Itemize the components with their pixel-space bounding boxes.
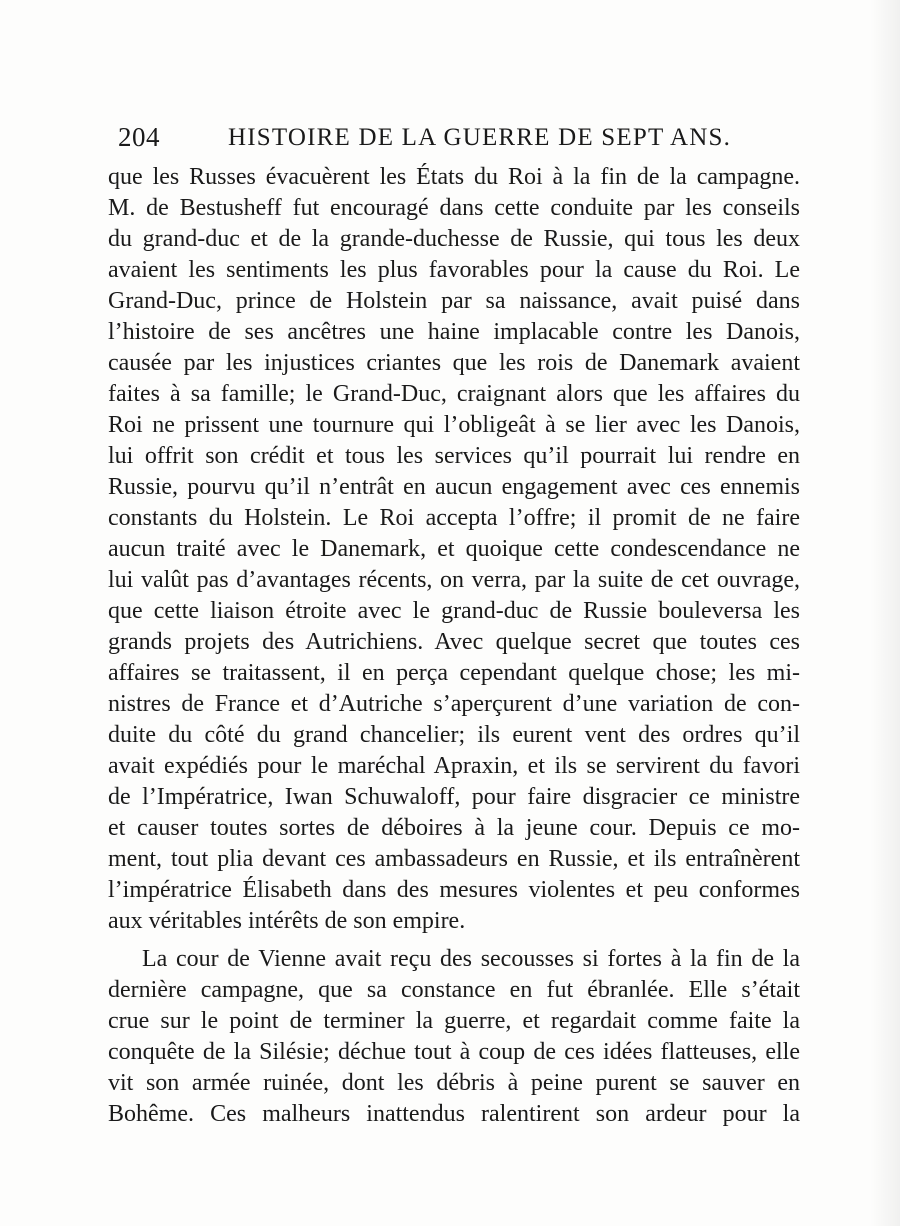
text-line: avaient les sentiments les plus favorables pour la cause du Roi. Le bbox=[108, 257, 800, 283]
text-line: conquête de la Silésie; déchue tout à coup de ces idées flatteuses, elle bbox=[108, 1039, 800, 1065]
text-line: duite du côté du grand chancelier; ils eurent vent des ordres qu’il bbox=[108, 722, 800, 748]
text-line: ment, tout plia devant ces ambassadeurs en Russie, et ils entraînèrent bbox=[108, 846, 800, 872]
paragraph-2 bbox=[108, 944, 800, 1130]
text-line: vit son armée ruinée, dont les débris à peine purent se sauver en bbox=[108, 1070, 800, 1096]
text-line: aux véritables intérêts de son empire. bbox=[108, 908, 466, 934]
paragraph-1 bbox=[108, 162, 800, 937]
text-line: affaires se traitassent, il en perça cependant quelque chose; les mi- bbox=[108, 660, 800, 686]
text-line: que cette liaison étroite avec le grand-duc de Russie bouleversa les bbox=[108, 598, 800, 624]
text-line: l’impératrice Élisabeth dans des mesures violentes et peu conformes bbox=[108, 877, 800, 903]
text-line: crue sur le point de terminer la guerre, et regardait comme faite la bbox=[108, 1008, 800, 1034]
body-text bbox=[108, 162, 800, 1130]
text-line: de l’Impératrice, Iwan Schuwaloff, pour faire disgracier ce ministre bbox=[108, 784, 800, 810]
text-line: causée par les injustices criantes que les rois de Danemark avaient bbox=[108, 350, 800, 376]
running-title: HISTOIRE DE LA GUERRE DE SEPT ANS. bbox=[228, 124, 732, 151]
text-line: constants du Holstein. Le Roi accepta l’offre; il promit de ne faire bbox=[108, 505, 800, 531]
text-line: aucun traité avec le Danemark, et quoique cette condescendance ne bbox=[108, 536, 800, 562]
text-line: Bohême. Ces malheurs inattendus ralentirent son ardeur pour la bbox=[108, 1101, 800, 1127]
text-line: faites à sa famille; le Grand-Duc, craignant alors que les affaires du bbox=[108, 381, 800, 407]
text-line: avait expédiés pour le maréchal Apraxin, et ils se servirent du favori bbox=[108, 753, 800, 779]
text-line: lui offrit son crédit et tous les services qu’il pourrait lui rendre en bbox=[108, 443, 800, 469]
text-line: nistres de France et d’Autriche s’aperçurent d’une variation de con- bbox=[108, 691, 800, 717]
text-line: Grand-Duc, prince de Holstein par sa naissance, avait puisé dans bbox=[108, 288, 800, 314]
text-line: M. de Bestusheff fut encouragé dans cette conduite par les conseils bbox=[108, 195, 800, 221]
text-line: et causer toutes sortes de déboires à la jeune cour. Depuis ce mo- bbox=[108, 815, 800, 841]
page-number: 204 bbox=[118, 122, 160, 152]
text-line: La cour de Vienne avait reçu des secousses si fortes à la fin de la bbox=[142, 946, 800, 972]
text-line: lui valût pas d’avantages récents, on verra, par la suite de cet ouvrage, bbox=[108, 567, 800, 593]
text-line: Russie, pourvu qu’il n’entrât en aucun engagement avec ces ennemis bbox=[108, 474, 800, 500]
text-line: dernière campagne, que sa constance en fut ébranlée. Elle s’était bbox=[108, 977, 800, 1003]
page-header bbox=[118, 118, 808, 158]
text-line: que les Russes évacuèrent les États du Roi à la fin de la campagne. bbox=[108, 164, 800, 190]
text-line: grands projets des Autrichiens. Avec quelque secret que toutes ces bbox=[108, 629, 800, 655]
text-line: l’histoire de ses ancêtres une haine implacable contre les Danois, bbox=[108, 319, 800, 345]
page-edge-shadow bbox=[870, 0, 900, 1226]
text-line: du grand-duc et de la grande-duchesse de Russie, qui tous les deux bbox=[108, 226, 800, 252]
text-line: Roi ne prissent une tournure qui l’obligeât à se lier avec les Danois, bbox=[108, 412, 800, 438]
